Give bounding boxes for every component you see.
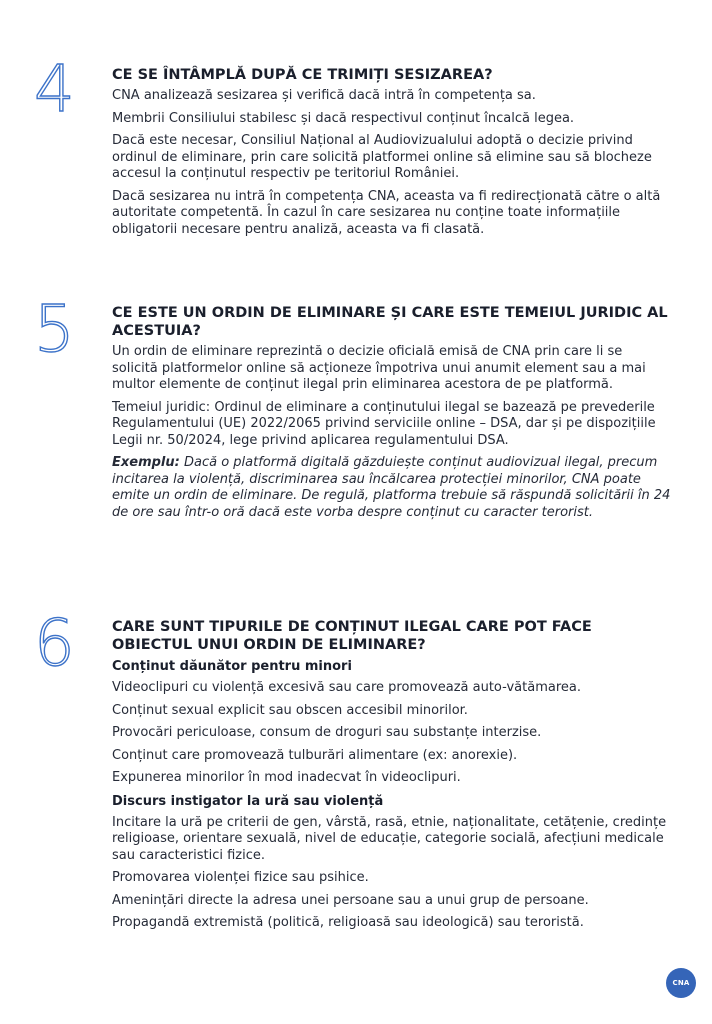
- example-label: Exemplu:: [112, 455, 180, 470]
- section-4-paragraph-3: Dacă este necesar, Consiliul Național al Audiovizualului adoptă o decizie privind ordinul de eliminare, prin care solicită platformei online să elimine sau să blocheze accesul la conținutul respectiv pe teritoriul României.: [112, 133, 652, 181]
- subheading-hate-speech: Discurs instigator la ură sau violență: [112, 793, 384, 809]
- list-item: Propagandă extremistă (politică, religioasă sau ideologică) sau teroristă.: [112, 915, 584, 930]
- section-number-4: 4: [34, 53, 75, 127]
- section-4-paragraph-4: Dacă sesizarea nu intră în competența CNA, aceasta va fi redirecționată către o altă autoritate competentă. În cazul în care sesizarea nu conține toate informațiile obligatorii necesare pentru analiză, aceasta va fi clasată.: [112, 188, 661, 237]
- list-item: Expunerea minorilor în mod inadecvat în videoclipuri.: [112, 770, 461, 785]
- list-item: Incitare la ură pe criterii de gen, vârstă, rasă, etnie, naționalitate, cetățenie, credințe religioase, orientare sexuală, nivel de educație, categorie socială, afecțiuni medicale sau caracteristici fizice.: [112, 814, 667, 863]
- section-6-heading: CARE SUNT TIPURILE DE CONȚINUT ILEGAL CARE POT FACE OBIECTUL UNUI ORDIN DE ELIMINARE?: [112, 619, 592, 653]
- section-5-paragraph-1: Un ordin de eliminare reprezintă o decizie oficială emisă de CNA prin care li se solicită platformelor online să acționeze împotriva unui anumit element sau a mai multor elemente de conținut ilegal prin eliminarea acestora de pe platformă.: [112, 344, 646, 392]
- list-item: Provocări periculoase, consum de droguri sau substanțe interzise.: [112, 725, 542, 740]
- example-text: Dacă o platformă digitală găzduiește conținut audiovizual ilegal, precum incitarea la violență, discriminarea sau încălcarea protecției minorilor, CNA poate emite un ordin de eliminare. De regulă, platforma trebuie să răspundă solicitării în 24 de ore sau într-o oră dacă este vorba despre conținut cu caracter terorist.: [112, 455, 671, 520]
- subheading-minors: Conținut dăunător pentru minori: [112, 659, 352, 674]
- list-item: Amenințări directe la adresa unei persoane sau a unui grup de persoane.: [112, 892, 589, 908]
- list-item: Conținut care promovează tulburări alimentare (ex: anorexie).: [112, 747, 518, 763]
- section-5-example: [112, 455, 672, 521]
- section-5-paragraph-2: Temeiul juridic: Ordinul de eliminare a conținutului ilegal se bazează pe prevederile Regulamentului (UE) 2022/2065 privind serviciile online – DSA, dar și pe dispozițiile Legii nr. 50/2024, lege privind aplicarea regulamentului DSA.: [112, 399, 656, 448]
- section-4-heading: CE SE ÎNTÂMPLĂ DUPĂ CE TRIMIȚI SESIZAREA?: [112, 67, 493, 83]
- list-item: Videoclipuri cu violență excesivă sau care promovează auto-vătămarea.: [112, 680, 581, 695]
- list-item: Promovarea violenței fizice sau psihice.: [112, 870, 369, 885]
- section-4-paragraph-1: CNA analizează sesizarea și verifică dacă intră în competența sa.: [112, 88, 536, 103]
- section-4-paragraph-2: Membrii Consiliului stabilesc și dacă respectivul conținut încalcă legea.: [112, 110, 575, 126]
- section-5-heading: CE ESTE UN ORDIN DE ELIMINARE ȘI CARE ESTE TEMEIUL JURIDIC AL ACESTUIA?: [112, 305, 668, 339]
- cna-logo: [666, 968, 696, 998]
- list-item: Conținut sexual explicit sau obscen accesibil minorilor.: [112, 702, 468, 718]
- section-number-6: 6: [34, 607, 75, 681]
- section-number-5: 5: [34, 293, 75, 367]
- cna-logo-text: CNA: [672, 979, 690, 987]
